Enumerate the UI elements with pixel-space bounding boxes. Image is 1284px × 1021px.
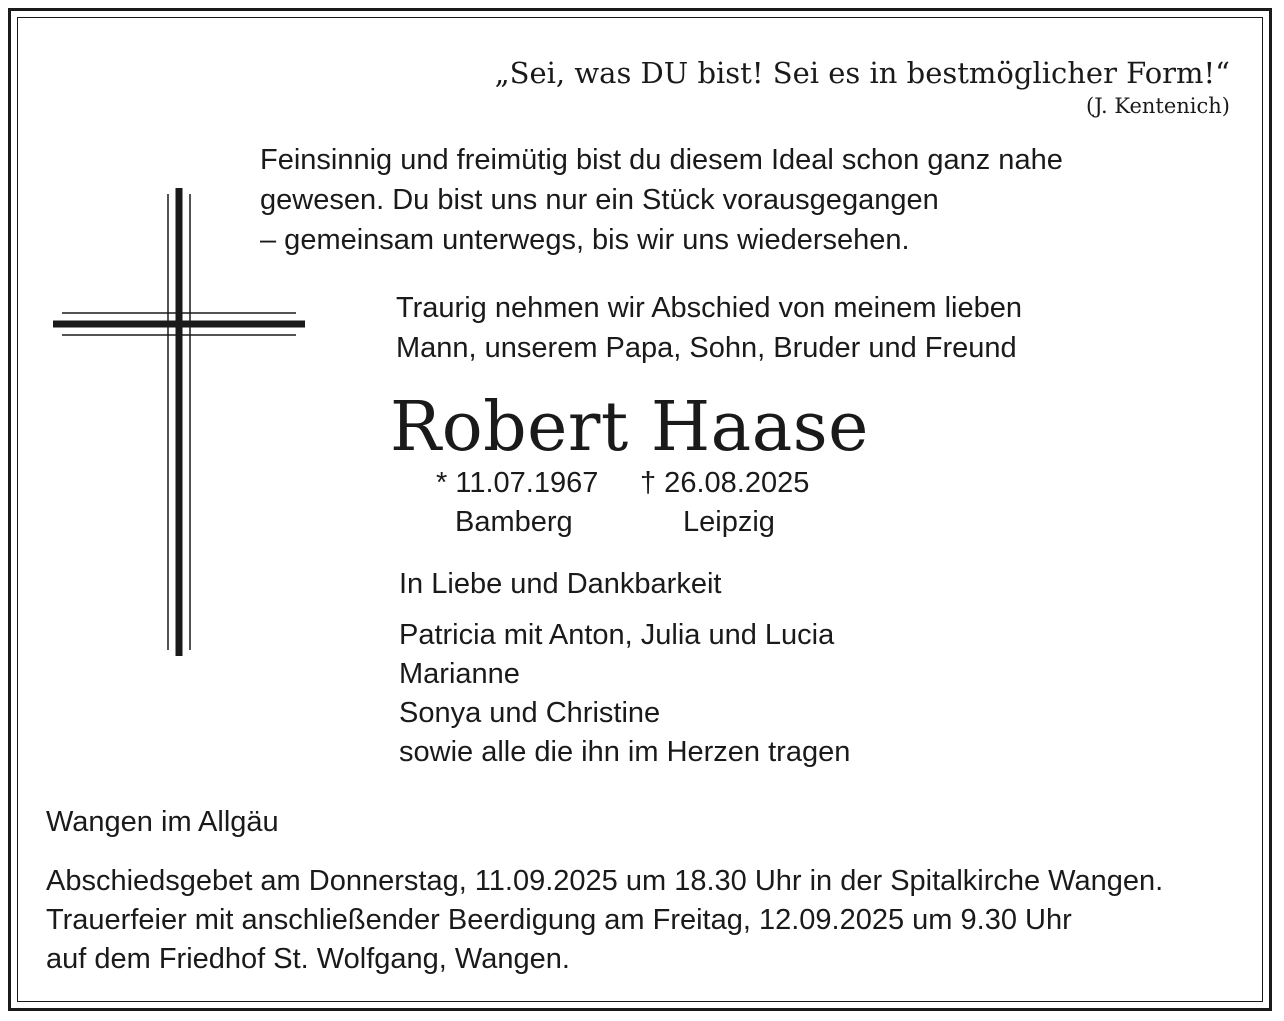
service-line: Trauerfeier mit anschließender Beerdigung am Freitag, 12.09.2025 um 9.30 Uhr — [46, 904, 1072, 936]
mourners-list — [399, 616, 850, 772]
birth-date: * 11.07.1967 — [436, 467, 599, 499]
death-place: Leipzig — [683, 506, 775, 538]
announcement-line: Traurig nehmen wir Abschied von meinem lieben — [396, 292, 1022, 324]
service-info — [46, 862, 1163, 979]
service-line: auf dem Friedhof St. Wolfgang, Wangen. — [46, 943, 570, 975]
mourner-line: Sonya und Christine — [399, 697, 661, 729]
announcement-line: Mann, unserem Papa, Sohn, Bruder und Freund — [396, 332, 1017, 364]
quote-text: „Sei, was DU bist! Sei es in bestmöglicher Form!“ — [494, 56, 1230, 90]
quote-source: (J. Kentenich) — [1086, 94, 1230, 118]
mourner-line: sowie alle die ihn im Herzen tragen — [399, 736, 851, 768]
intro-line: gewesen. Du bist uns nur ein Stück vorausgegangen — [260, 184, 939, 216]
deceased-name: Robert Haase — [390, 388, 869, 467]
mourner-line: Marianne — [399, 658, 520, 690]
intro-line: Feinsinnig und freimütig bist du diesem Ideal schon ganz nahe — [260, 144, 1063, 176]
cross-icon — [52, 188, 308, 660]
announcement-text — [396, 288, 1022, 368]
closing-text: In Liebe und Dankbarkeit — [399, 568, 722, 600]
intro-line: – gemeinsam unterwegs, bis wir uns wiedersehen. — [260, 224, 910, 256]
service-line: Abschiedsgebet am Donnerstag, 11.09.2025 um 18.30 Uhr in der Spitalkirche Wangen. — [46, 865, 1164, 897]
city-name: Wangen im Allgäu — [46, 806, 279, 838]
mourner-line: Patricia mit Anton, Julia und Lucia — [399, 619, 835, 651]
intro-text — [260, 140, 1063, 260]
birth-place: Bamberg — [455, 506, 573, 538]
death-date: † 26.08.2025 — [640, 467, 810, 499]
